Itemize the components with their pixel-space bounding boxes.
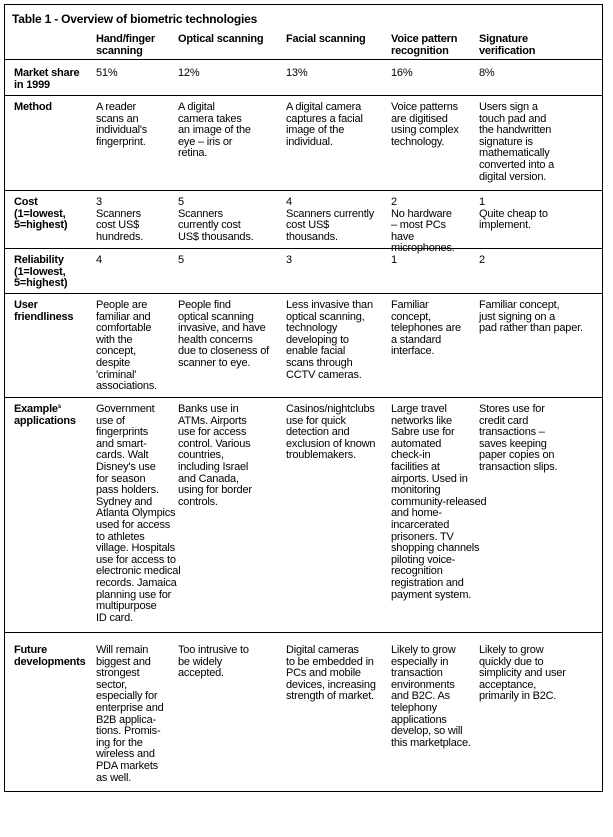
rule xyxy=(5,632,602,633)
row-header: User friendliness xyxy=(14,299,74,323)
table-cell: Digital cameras to be embedded in PCs and mobile devices, increasing strength of market. xyxy=(286,644,376,703)
column-header: Signature verification xyxy=(479,33,536,57)
table-cell: People find optical scanning invasive, and have health concerns due to closeness of scanner to eye. xyxy=(178,299,269,369)
table-cell: Likely to grow quickly due to simplicity and user acceptance, primarily in B2C. xyxy=(479,644,566,703)
column-header: Voice pattern recognition xyxy=(391,33,458,57)
table-cell: 1 Quite cheap to implement. xyxy=(479,196,548,232)
table-cell: Banks use in ATMs. Airports use for access control. Various countries, including Israel and Canada, using for border controls. xyxy=(178,403,252,508)
table-cell: 16% xyxy=(391,67,413,79)
table-cell: Voice patterns are digitised using complex technology. xyxy=(391,101,459,148)
table-cell: 2 No hardware – most PCs have microphones. xyxy=(391,196,455,255)
row-header: Cost (1=lowest, 5=highest) xyxy=(14,196,68,232)
column-header: Facial scanning xyxy=(286,33,366,45)
rule xyxy=(5,95,602,96)
row-header xyxy=(14,404,76,427)
rule xyxy=(5,59,602,60)
table-cell: Too intrusive to be widely accepted. xyxy=(178,644,249,680)
row-header: Reliability (1=lowest, 5=highest) xyxy=(14,254,68,290)
rule xyxy=(5,190,602,191)
table-cell: Users sign a touch pad and the handwritten signature is mathematically converted into a digital version. xyxy=(479,101,555,183)
row-header-word: applications xyxy=(14,414,76,427)
column-header: Optical scanning xyxy=(178,33,264,45)
row-header: Market share in 1999 xyxy=(14,67,80,91)
rule xyxy=(5,248,602,249)
table-cell: Familiar concept, telephones are a standard interface. xyxy=(391,299,461,358)
table-cell: 51% xyxy=(96,67,118,79)
table-cell: 3 Scanners cost US$ hundreds. xyxy=(96,196,144,243)
table-cell: Will remain biggest and strongest sector, especially for enterprise and B2B applica- tions. Promis- ing for the wireless and PDA markets as well. xyxy=(96,644,164,784)
table-cell: 3 xyxy=(286,254,292,266)
table-cell: A digital camera takes an image of the eye – iris or retina. xyxy=(178,101,251,160)
table-cell: 13% xyxy=(286,67,308,79)
rule xyxy=(5,397,602,398)
table-cell: Casinos/nightclubs use for quick detection and exclusion of known troublemakers. xyxy=(286,403,376,462)
table-cell: A digital camera captures a facial image of the individual. xyxy=(286,101,363,148)
table-cell: 1 xyxy=(391,254,397,266)
table-cell: Government use of fingerprints and smart- cards. Walt Disney's use for season pass holders. Sydney and Atlanta Olympics used for access to athletes village. Hospitals use for access to electronic medical records. Jamaica planning use for multipurpose ID card. xyxy=(96,403,181,624)
column-header: Hand/finger scanning xyxy=(96,33,155,57)
table-cell: Familiar concept, just signing on a pad rather than paper. xyxy=(479,299,583,335)
table-cell: Large travel networks like Sabre use for automated check-in facilities at airports. Used in monitoring community-released and home- incarcerated prisoners. TV shopping channels piloting voice- recognition registration and payment system. xyxy=(391,403,487,601)
table-cell: Likely to grow especially in transaction environments and B2C. As telephony applications develop, so will this marketplace. xyxy=(391,644,471,749)
table-cell: 5 Scanners currently cost US$ thousands. xyxy=(178,196,254,243)
table-cell: 12% xyxy=(178,67,200,79)
table-cell: 4 xyxy=(96,254,102,266)
row-header: Future developments xyxy=(14,644,86,668)
rule xyxy=(5,293,602,294)
table-cell: People are familiar and comfortable with the concept, despite 'criminal' associations. xyxy=(96,299,157,393)
table-cell: Less invasive than optical scanning, technology developing to enable facial scans through CCTV cameras. xyxy=(286,299,373,381)
table-cell: 5 xyxy=(178,254,184,266)
row-header: Method xyxy=(14,101,52,113)
table-cell: 2 xyxy=(479,254,485,266)
row-header-word: Example xyxy=(14,403,58,415)
table-cell: A reader scans an individual's fingerprint. xyxy=(96,101,148,148)
table-cell: 8% xyxy=(479,67,495,79)
table-cell: 4 Scanners currently cost US$ thousands. xyxy=(286,196,375,243)
table-cell: Stores use for credit card transactions – saves keeping paper copies on transaction slips. xyxy=(479,403,558,473)
row-header-superscript: s xyxy=(57,404,61,410)
table-title: Table 1 - Overview of biometric technologies xyxy=(12,12,258,26)
